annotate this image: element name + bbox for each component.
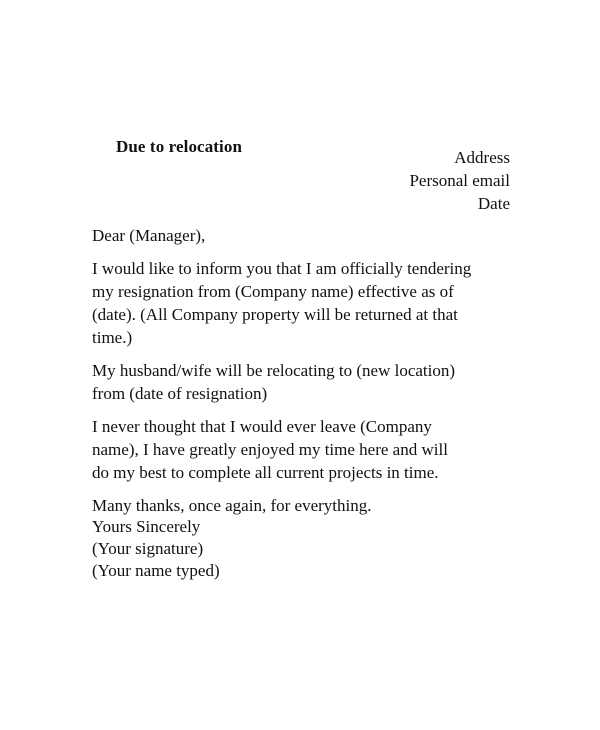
valediction: Yours Sincerely [92, 517, 201, 536]
typed-name-placeholder: (Your name typed) [92, 561, 220, 580]
greeting: Dear (Manager), [92, 226, 206, 245]
sender-address: Address [454, 148, 510, 167]
letter-date: Date [477, 194, 510, 213]
paragraph-resignation: I would like to inform you that I am officially tendering my resignation from (Company name) effective as of (date). (All Company property will be returned at that time.) [92, 259, 472, 347]
sender-email: Personal email [409, 171, 510, 190]
letter-body [92, 224, 532, 527]
paragraph-gratitude: I never thought that I would ever leave (Company name), I have greatly enjoyed my time here and will do my best to complete all current projects in time. [92, 417, 448, 482]
closing-block [92, 516, 220, 582]
sender-block [409, 146, 510, 215]
signature-placeholder: (Your signature) [92, 539, 204, 558]
paragraph-thanks: Many thanks, once again, for everything. [92, 496, 372, 515]
paragraph-relocation: My husband/wife will be relocating to (new location) from (date of resignation) [92, 361, 456, 403]
letter-heading: Due to relocation [116, 137, 243, 156]
